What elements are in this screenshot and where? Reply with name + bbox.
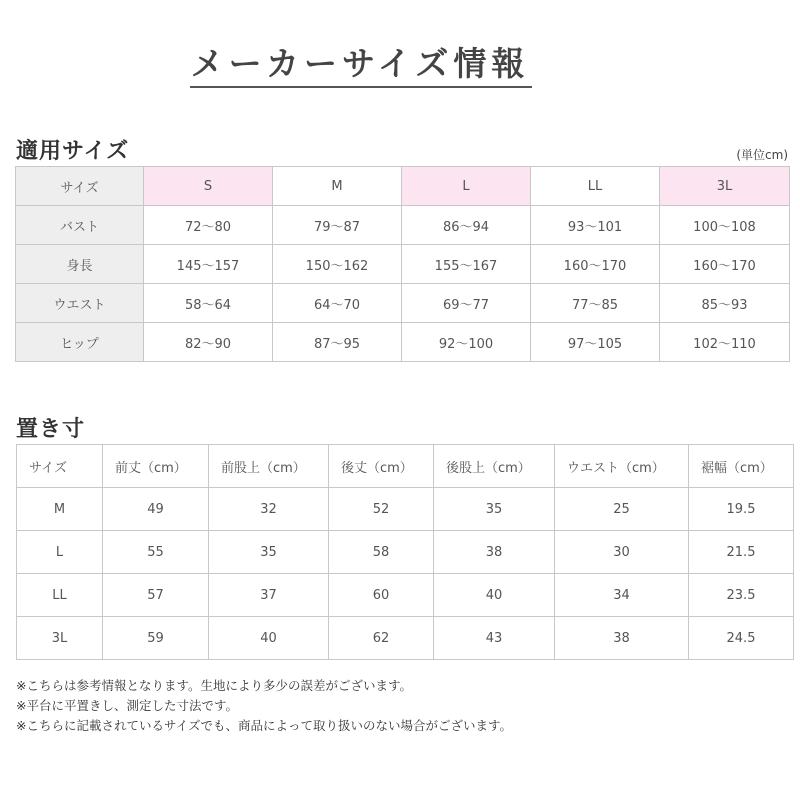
table-cell: 62 [329,617,434,660]
note-line: ※平台に平置きし、測定した寸法です。 [16,698,238,713]
table-cell: 35 [434,488,555,531]
table-cell: 57 [103,574,209,617]
table-cell: 87〜95 [273,323,402,362]
table-cell: 24.5 [689,617,794,660]
page-title: メーカーサイズ情報 [190,44,530,83]
size-header-cell: LL [531,167,660,206]
table-cell: 160〜170 [660,245,790,284]
size-header-row [16,167,790,206]
table-cell: 93〜101 [531,206,660,245]
table-cell: 64〜70 [273,284,402,323]
table-cell: 32 [209,488,329,531]
measure-header-row [17,445,794,488]
table-cell: 85〜93 [660,284,790,323]
notes [16,676,512,736]
table-cell: 40 [209,617,329,660]
row-label: 3L [17,617,103,660]
table-cell: 43 [434,617,555,660]
column-header: 後丈（cm） [329,445,434,488]
table-cell: 55 [103,531,209,574]
table-cell: 92〜100 [402,323,531,362]
table-cell: 52 [329,488,434,531]
table-cell: 40 [434,574,555,617]
row-label: ヒップ [16,323,144,362]
table-cell: 145〜157 [144,245,273,284]
table-cell: 59 [103,617,209,660]
table-cell: 100〜108 [660,206,790,245]
table-cell: 72〜80 [144,206,273,245]
column-header: サイズ [17,445,103,488]
table-row [17,574,794,617]
size-header-cell: L [402,167,531,206]
column-header: 後股上（cm） [434,445,555,488]
table-cell: 21.5 [689,531,794,574]
table-cell: 102〜110 [660,323,790,362]
note-line: ※こちらは参考情報となります。生地により多少の誤差がございます。 [16,678,412,693]
row-label: バスト [16,206,144,245]
row-label: LL [17,574,103,617]
unit-note: (単位cm) [736,148,788,162]
measure-table [16,444,794,660]
table-cell: 150〜162 [273,245,402,284]
size-header-cell: S [144,167,273,206]
table-cell: 37 [209,574,329,617]
column-header: ウエスト（cm） [555,445,689,488]
table-row [16,206,790,245]
size-table [15,166,790,362]
table-cell: 34 [555,574,689,617]
table-cell: 38 [434,531,555,574]
table-cell: 77〜85 [531,284,660,323]
column-header: 前股上（cm） [209,445,329,488]
table-cell: 97〜105 [531,323,660,362]
table-cell: 86〜94 [402,206,531,245]
table-row [17,488,794,531]
table-cell: 60 [329,574,434,617]
table-cell: 35 [209,531,329,574]
table-row [17,531,794,574]
table-cell: 82〜90 [144,323,273,362]
table-cell: 155〜167 [402,245,531,284]
table-row [16,323,790,362]
note-line: ※こちらに記載されているサイズでも、商品によって取り扱いのない場合がございます。 [16,718,512,733]
size-corner-cell: サイズ [16,167,144,206]
size-header-cell: 3L [660,167,790,206]
size-header-cell: M [273,167,402,206]
table-cell: 58 [329,531,434,574]
column-header: 前丈（cm） [103,445,209,488]
table-cell: 25 [555,488,689,531]
measure-section-heading: 置き寸 [16,417,86,442]
table-cell: 19.5 [689,488,794,531]
table-cell: 23.5 [689,574,794,617]
table-cell: 58〜64 [144,284,273,323]
table-row [17,617,794,660]
column-header: 裾幅（cm） [689,445,794,488]
row-label: L [17,531,103,574]
table-cell: 49 [103,488,209,531]
size-section-heading: 適用サイズ [16,139,130,164]
table-cell: 30 [555,531,689,574]
row-label: M [17,488,103,531]
table-row [16,245,790,284]
table-cell: 69〜77 [402,284,531,323]
row-label: ウエスト [16,284,144,323]
row-label: 身長 [16,245,144,284]
table-row [16,284,790,323]
table-cell: 160〜170 [531,245,660,284]
table-cell: 79〜87 [273,206,402,245]
title-underline [190,86,532,88]
table-cell: 38 [555,617,689,660]
